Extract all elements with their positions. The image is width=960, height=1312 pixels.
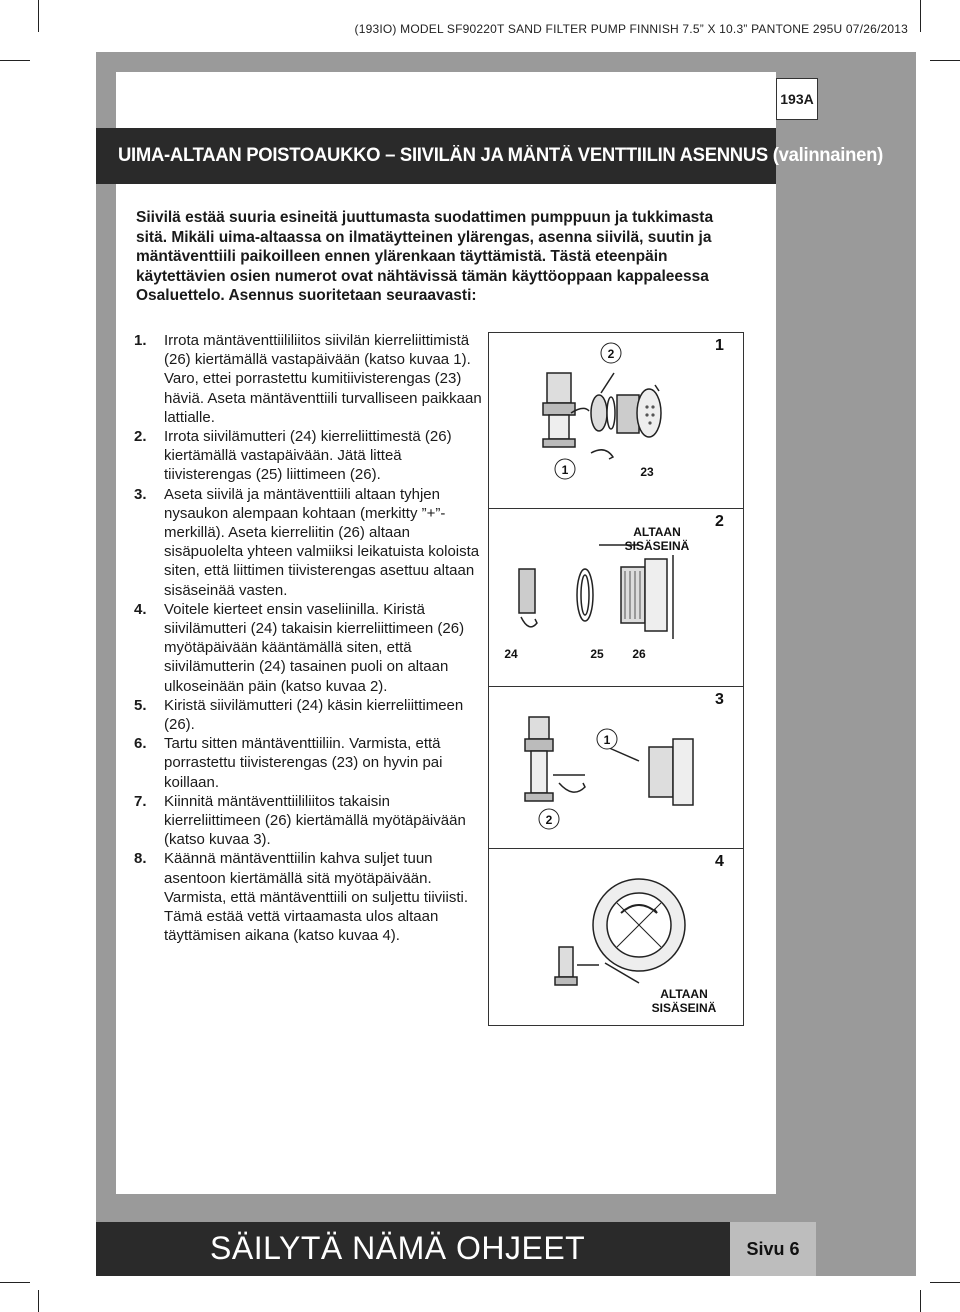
figure-number: 3: [715, 691, 724, 708]
callout-2: 2: [607, 347, 615, 361]
crop-mark: [920, 1290, 921, 1312]
step-text: Voitele kierteet ensin vaseliinilla. Kiristä siivilämutteri (24) takaisin kierreliittimeen (26) myötäpäivään kääntämällä siten, että siivilämutterin (24) tasainen puoli on altaan ulkoseinään päin (katso kuvaa 2).: [164, 600, 465, 695]
part-24: 24: [504, 647, 518, 661]
list-item: [134, 849, 484, 945]
step-number: 8.: [134, 850, 147, 868]
step-text: Kiristä siivilämutteri (24) käsin kierreliittimeen (26).: [164, 696, 464, 734]
figure-number: 4: [715, 853, 724, 870]
list-item: [134, 485, 484, 600]
step-number: 3.: [134, 485, 147, 503]
step-number: 2.: [134, 428, 147, 446]
list-item: [134, 427, 484, 485]
part-26: 26: [632, 647, 646, 661]
step-text: Aseta siivilä ja mäntäventtiili altaan tyhjen nysaukon alempaan kohtaan (merkitty ”+”-merkillä). Aseta kierreliitin (26) altaan sisäpuolelta yhteen valmiiksi leikatuista koloista siten, että liittimen tiivisterengas asettuu altaan sisäseinää vasten.: [164, 485, 480, 599]
list-item: [134, 600, 484, 696]
wall-label: ALTAAN SISÄSEINÄ: [651, 987, 717, 1015]
step-text: Tartu sitten mäntäventtiiliin. Varmista, että porrastettu tiivisterengas (23) on hyvin pai koillaan.: [164, 735, 443, 791]
crop-mark: [930, 60, 960, 61]
figure-2-illustration: [489, 509, 743, 687]
figure-number: 2: [715, 513, 724, 530]
step-text: Irrota siivilämutteri (24) kierreliittimestä (26) kiertämällä vastapäivään. Jätä litteä tiivisterengas (25) liittimeen (26).: [164, 428, 452, 484]
step-number: 1.: [134, 332, 147, 349]
section-title: [96, 128, 883, 184]
step-number: 5.: [134, 696, 147, 714]
page-number: Sivu 6: [730, 1222, 816, 1276]
figure-3: [488, 686, 744, 850]
list-item: [134, 792, 484, 850]
crop-mark: [920, 0, 921, 32]
footer-title: SÄILYTÄ NÄMÄ OHJEET: [210, 1230, 586, 1266]
figure-4: [488, 848, 744, 1026]
list-item: [134, 331, 484, 427]
step-number: 6.: [134, 735, 147, 753]
step-text: Käännä mäntäventtiilin kahva suljet tuun asentoon kiertämällä sitä myötäpäivään. Varmista, että mäntäventtiili on suljettu tiiviisti. Tämä estää vettä virtaamasta ulos altaan täyttämisen aikana (katso kuvaa 4).: [164, 850, 469, 945]
crop-mark: [0, 1282, 30, 1283]
crop-mark: [930, 1282, 960, 1283]
callout-1: 1: [603, 733, 611, 747]
section-title-text: UIMA-ALTAAN POISTOAUKKO – SIIVILÄN JA MÄNTÄ VENTTIILIN ASENNUS (valinnainen): [118, 145, 883, 166]
callout-2: 2: [545, 813, 553, 827]
step-text: Kiinnitä mäntäventtiililiitos takaisin kierreliittimeen (26) kiertämällä myötäpäivään (katso kuvaa 3).: [164, 792, 466, 849]
figure-2: [488, 508, 744, 688]
crop-mark: [38, 1290, 39, 1312]
figure-1: [488, 332, 744, 510]
step-number: 7.: [134, 792, 147, 810]
part-25: 25: [590, 647, 604, 661]
step-text: Irrota mäntäventtiililiitos siivilän kierreliittimistä (26) kiertämällä vastapäivään (katso kuvaa 1). Varo, ettei porrastettu kumitiivisterengas (23) häviä. Aseta mäntäventtiili turvalliseen paikkaan lattialle.: [164, 332, 482, 426]
figure-number: 1: [715, 337, 724, 354]
print-slug: (193IO) MODEL SF90220T SAND FILTER PUMP FINNISH 7.5” X 10.3” PANTONE 295U 07/26/2013: [354, 22, 908, 36]
crop-mark: [0, 60, 30, 61]
intro-paragraph: Siivilä estää suuria esineitä juuttumasta suodattimen pumppuun ja tukkimasta sitä. Mikäli uima-altaassa on ilmatäytteinen ylärengas, asenna siivilä, suutin ja mäntäventtiili paikoilleen ennen ylärenkaan täyttämistä. Tästä eteenpäin käytettävien osien numerot ovat nähtävissä tämän käyttöoppaan kappaleessa Osaluettelo. Asennus suoritetaan seuraavasti:: [136, 209, 714, 305]
language-label: Finnish: [690, 84, 755, 106]
callout-1: 1: [561, 463, 569, 477]
crop-mark: [38, 0, 39, 32]
list-item: [134, 696, 484, 734]
step-number: 4.: [134, 600, 147, 618]
figure-3-illustration: [489, 687, 743, 849]
part-23: 23: [640, 465, 654, 479]
section-tab: 193A: [776, 78, 818, 120]
wall-label: ALTAAN SISÄSEINÄ: [624, 525, 690, 553]
instruction-list: [134, 331, 484, 946]
list-item: [134, 734, 484, 792]
